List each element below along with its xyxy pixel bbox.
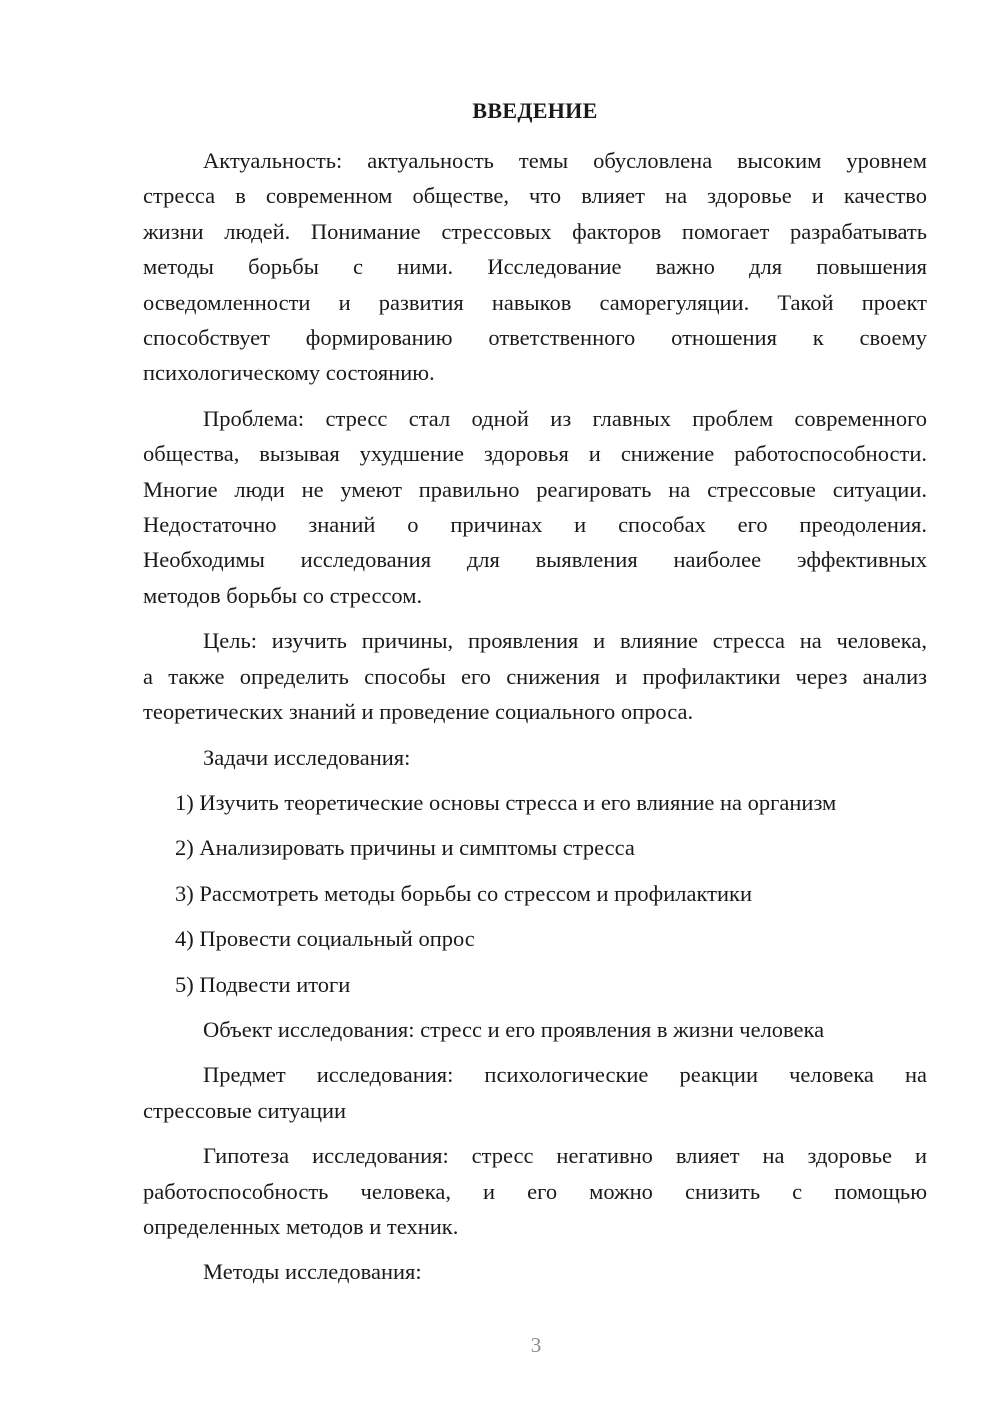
relevance-paragraph <box>143 143 927 391</box>
paragraph-line: стресса в современном обществе, что влияет на здоровье и качество <box>143 183 927 209</box>
paragraph-line: способствует формированию ответственного отношения к своему <box>143 325 927 351</box>
paragraph-line: Многие люди не умеют правильно реагировать на стрессовые ситуации. <box>143 476 927 502</box>
paragraph-line: Недостаточно знаний о причинах и способах его преодоления. <box>143 512 927 538</box>
page-number: 3 <box>530 1333 542 1357</box>
object-line: Объект исследования: стресс и его проявления в жизни человека <box>203 1016 825 1042</box>
task-item: 5) Подвести итоги <box>175 971 351 997</box>
section-title: ВВЕДЕНИЕ <box>472 98 598 123</box>
subject-paragraph <box>143 1057 927 1128</box>
paragraph-line: методов борьбы со стрессом. <box>143 582 423 608</box>
paragraph-line: Гипотеза исследования: стресс негативно влияет на здоровье и <box>203 1143 927 1169</box>
hypothesis-paragraph <box>143 1138 927 1244</box>
paragraph-line: Актуальность: актуальность темы обусловлена высоким уровнем <box>203 148 927 173</box>
paragraph-line: общества, вызывая ухудшение здоровья и снижение работоспособности. <box>143 441 927 467</box>
task-item: 1) Изучить теоретические основы стресса и его влияние на организм <box>175 789 837 815</box>
paragraph-line: определенных методов и техник. <box>143 1213 459 1239</box>
tasks-heading: Задачи исследования: <box>203 744 411 770</box>
task-item: 3) Рассмотреть методы борьбы со стрессом и профилактики <box>175 880 752 906</box>
task-item: 2) Анализировать причины и симптомы стресса <box>175 835 635 861</box>
paragraph-line: работоспособность человека, и его можно снизить с помощью <box>143 1178 927 1204</box>
page-content <box>143 91 927 1290</box>
paragraph-line: Необходимы исследования для выявления наиболее эффективных <box>143 547 927 573</box>
paragraph-line: а также определить способы его снижения и профилактики через анализ <box>143 663 927 689</box>
problem-paragraph <box>143 401 927 613</box>
paragraph-line: методы борьбы с ними. Исследование важно для повышения <box>143 254 927 280</box>
paragraph-line: Цель: изучить причины, проявления и влияние стресса на человека, <box>203 628 927 654</box>
paragraph-line: Проблема: стресс стал одной из главных проблем современного <box>203 405 927 431</box>
methods-heading: Методы исследования: <box>203 1259 422 1285</box>
paragraph-line: теоретических знаний и проведение социального опроса. <box>143 699 694 725</box>
paragraph-line: стрессовые ситуации <box>143 1097 347 1123</box>
paragraph-line: осведомленности и развития навыков саморегуляции. Такой проект <box>143 289 927 315</box>
paragraph-line: психологическому состоянию. <box>143 360 435 386</box>
goal-paragraph <box>143 623 927 729</box>
paragraph-line: жизни людей. Понимание стрессовых факторов помогает разрабатывать <box>143 218 927 244</box>
paragraph-line: Предмет исследования: психологические реакции человека на <box>203 1062 927 1088</box>
task-item: 4) Провести социальный опрос <box>175 926 475 952</box>
